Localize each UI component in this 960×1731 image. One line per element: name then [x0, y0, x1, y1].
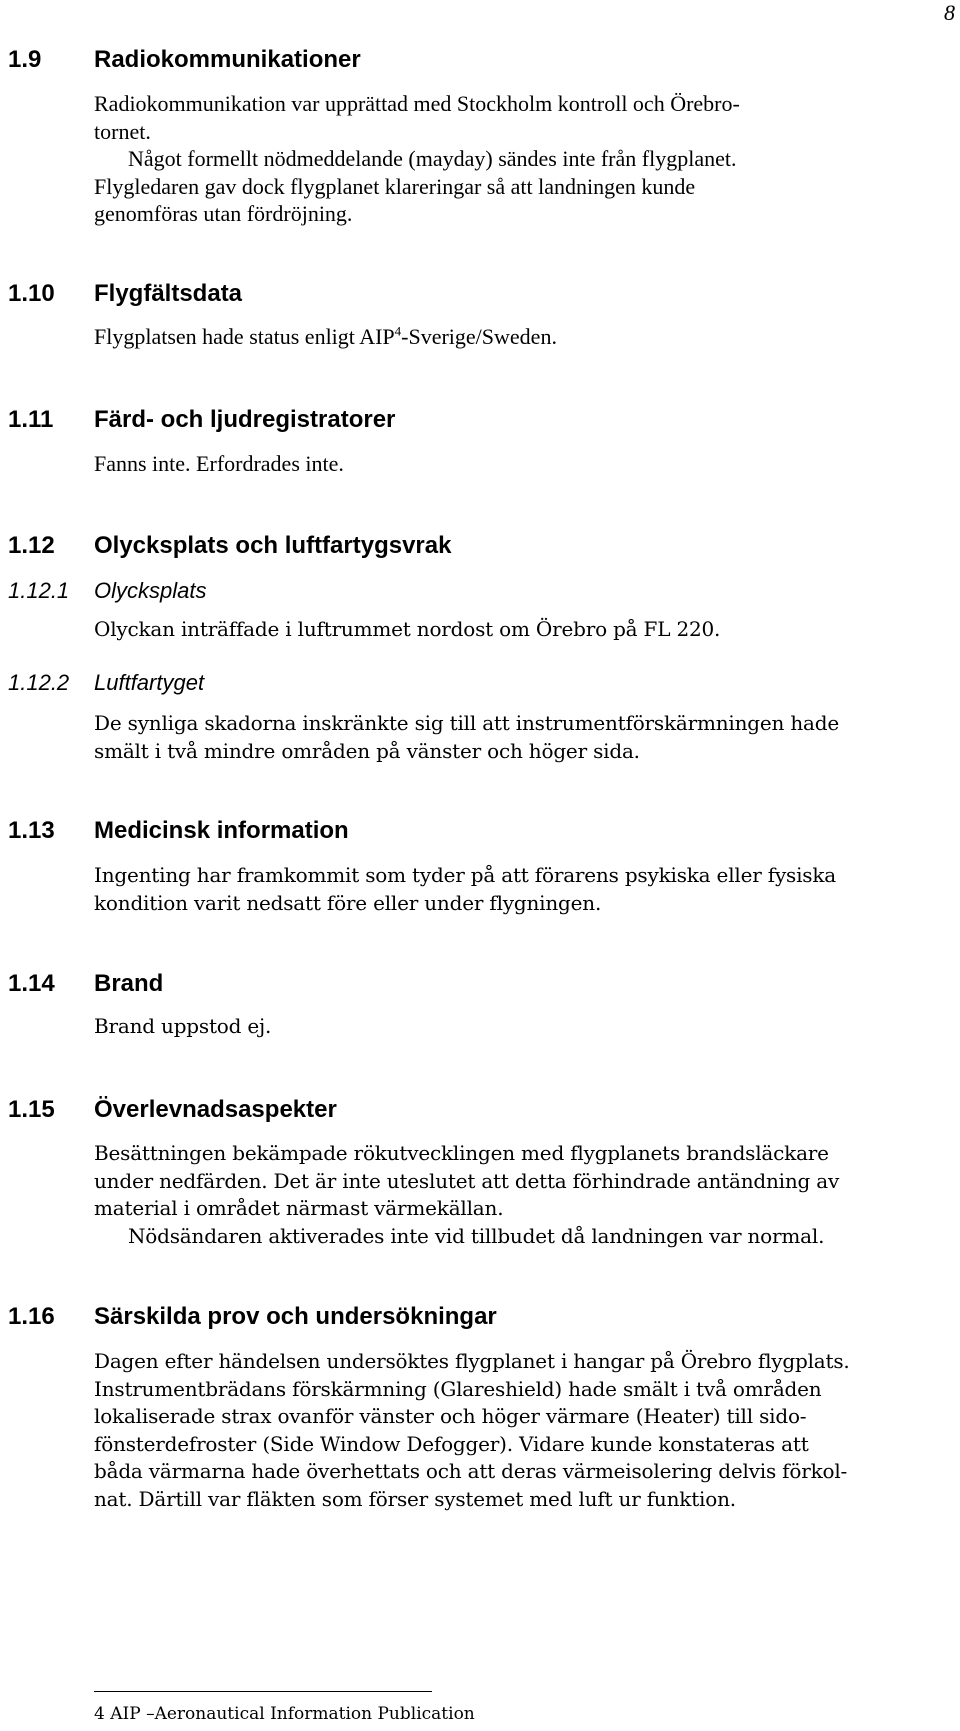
section-number-1-10: 1.10: [8, 280, 55, 307]
subsection-title-olycksplats: Olycksplats: [94, 578, 207, 603]
body-line: Nödsändaren aktiverades inte vid tillbudet då landningen var normal.: [128, 1223, 825, 1248]
body-text: -Sverige/Sweden.: [401, 324, 557, 349]
section-number-1-16: 1.16: [8, 1303, 55, 1330]
body-line: Ingenting har framkommit som tyder på att förarens psykiska eller fysiska: [94, 863, 837, 887]
body-line: genomföras utan fördröjning.: [94, 201, 353, 226]
section-body-1-11: [94, 450, 956, 478]
section-title-fard-och-ljudregistratorer: Färd- och ljudregistratorer: [94, 406, 396, 433]
body-line: Något formellt nödmeddelande (mayday) sändes inte från flygplanet.: [128, 146, 737, 171]
body-line: Fanns inte. Erfordrades inte.: [94, 451, 344, 476]
section-body-1-13: [94, 862, 956, 917]
body-line: Instrumentbrädans förskärmning (Glareshield) hade smält i två områden: [94, 1376, 822, 1401]
body-text: Flygplatsen hade status enligt AIP: [94, 324, 395, 349]
section-number-1-14: 1.14: [8, 970, 55, 997]
section-body-1-14: [94, 1013, 956, 1041]
body-line: [94, 323, 956, 351]
section-number-1-12: 1.12: [8, 532, 55, 559]
body-line: Radiokommunikation var upprättad med Stockholm kontroll och Örebro-: [94, 91, 740, 116]
subsection-number-1-12-1: 1.12.1: [8, 578, 70, 603]
body-line: under nedfärden. Det är inte uteslutet att detta förhindrade antändning av: [94, 1168, 840, 1193]
body-line: Besättningen bekämpade rökutvecklingen med flygplanets brandsläckare: [94, 1141, 829, 1165]
body-line: De synliga skadorna inskränkte sig till att instrumentförskärmningen hade: [94, 711, 840, 735]
body-line: smält i två mindre områden på vänster och höger sida.: [94, 738, 640, 763]
section-body-1-16: [94, 1348, 956, 1513]
body-line: fönsterdefroster (Side Window Defogger). Vidare kunde konstateras att: [94, 1431, 809, 1456]
section-title-brand: Brand: [94, 970, 164, 997]
body-line: Brand uppstod ej.: [94, 1014, 272, 1038]
body-line: material i området närmast värmekällan.: [94, 1196, 504, 1220]
section-body-1-15: [94, 1140, 956, 1250]
footnote-reference: 4: [394, 323, 402, 339]
body-line: båda värmarna hade överhettats och att deras värmeisolering delvis förkol-: [94, 1459, 848, 1483]
subsection-number-1-12-2: 1.12.2: [8, 670, 70, 695]
subsection-title-luftfartyget: Luftfartyget: [94, 670, 205, 695]
section-title-radiokommunikationer: Radiokommunikationer: [94, 46, 361, 73]
footnote-marker: 4: [94, 1704, 105, 1724]
section-title-sarskilda-prov-och-undersokningar: Särskilda prov och undersökningar: [94, 1303, 497, 1330]
footnote-separator: [94, 1691, 432, 1692]
section-number-1-15: 1.15: [8, 1096, 55, 1123]
subsection-body-1-12-1: [94, 616, 956, 644]
body-line: Dagen efter händelsen undersöktes flygplanet i hangar på Örebro flygplats.: [94, 1349, 850, 1373]
section-number-1-11: 1.11: [8, 406, 54, 433]
section-title-olycksplats-och-luftfartygsvrak: Olycksplats och luftfartygsvrak: [94, 532, 452, 559]
page-number: 8: [944, 0, 955, 25]
section-title-flygfaltsdata: Flygfältsdata: [94, 280, 243, 307]
section-title-overlevnadsaspekter: Överlevnadsaspekter: [94, 1096, 337, 1123]
body-line: Flygledaren gav dock flygplanet klareringar så att landningen kunde: [94, 173, 696, 199]
section-title-medicinsk-information: Medicinsk information: [94, 817, 349, 844]
section-body-1-10: [94, 323, 956, 351]
body-line: lokaliserade strax ovanför vänster och höger värmare (Heater) till sido-: [94, 1404, 807, 1428]
body-line: Olyckan inträffade i luftrummet nordost om Örebro på FL 220.: [94, 617, 721, 641]
footnote-text: AIP –Aeronautical Information Publication: [110, 1704, 475, 1724]
body-line: tornet.: [94, 118, 151, 144]
section-number-1-9: 1.9: [8, 46, 42, 73]
body-line: kondition varit nedsatt före eller under flygningen.: [94, 890, 602, 915]
body-line: nat. Därtill var fläkten som förser systemet med luft ur funktion.: [94, 1486, 736, 1511]
section-body-1-9: [94, 90, 956, 228]
footnote: [94, 1704, 475, 1724]
section-number-1-13: 1.13: [8, 817, 55, 844]
subsection-body-1-12-2: [94, 710, 956, 765]
